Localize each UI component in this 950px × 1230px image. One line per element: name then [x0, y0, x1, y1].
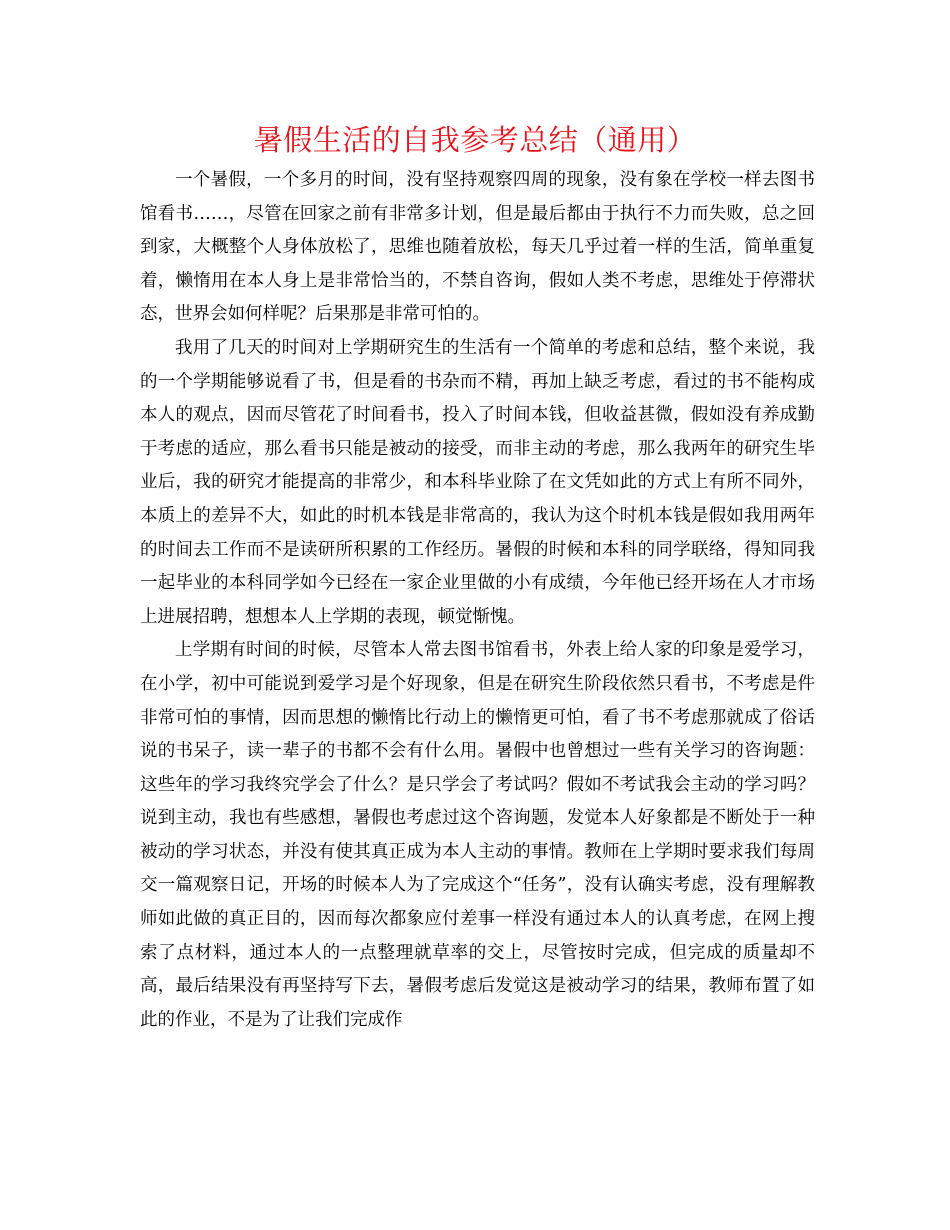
- paragraph: 上学期有时间的时候，尽管本人常去图书馆看书，外表上给人家的印象是爱学习，在小学，初中可能说到爱学习是个好现象，但是在研究生阶段依然只看书，不考虑是件非常可怕的事情，因而思想的懒惰比行动上的懒惰更可怕，看了书不考虑那就成了俗话说的书呆子，读一辈子的书都不会有什么用。暑假中也曾想过一些有关学习的咨询题：这些年的学习我终究学会了什么？是只学会了考试吗？假如不考试我会主动的学习吗？说到主动，我也有些感想，暑假也考虑过这个咨询题，发觉本人好象都是不断处于一种被动的学习状态，并没有使其真正成为本人主动的事情。教师在上学期时要求我们每周交一篇观察日记，开场的时候本人为了完成这个“任务”，没有认确实考虑，没有理解教师如此做的真正目的，因而每次都象应付差事一样没有通过本人的认真考虑，在网上搜索了点材料，通过本人的一点整理就草率的交上，尽管按时完成，但完成的质量却不高，最后结果没有再坚持写下去，暑假考虑后发觉这是被动学习的结果，教师布置了如此的作业，不是为了让我们完成作: [140, 640, 815, 1030]
- paragraph: 我用了几天的时间对上学期研究生的生活有一个简单的考虑和总结，整个来说，我的一个学期能够说看了书，但是看的书杂而不精，再加上缺乏考虑，看过的书不能构成本人的观点，因而尽管花了时间看书，投入了时间本钱，但收益甚微，假如没有养成勤于考虑的适应，那么看书只能是被动的接受，而非主动的考虑，那么我两年的研究生毕业后，我的研究才能提高的非常少，和本科毕业除了在文凭如此的方式上有所不同外，本质上的差异不大，如此的时机本钱是非常高的，我认为这个时机本钱是假如我用两年的时间去工作而不是读研所积累的工作经历。暑假的时候和本科的同学联络，得知同我一起毕业的本科同学如今已经在一家企业里做的小有成绩，今年他已经开场在人才市场上进展招聘，想想本人上学期的表现，顿觉惭愧。: [140, 337, 815, 627]
- document-body: [140, 164, 815, 1037]
- document-title: 暑假生活的自我参考总结（通用）: [253, 123, 697, 157]
- paragraph: 一个暑假，一个多月的时间，没有坚持观察四周的现象，没有象在学校一样去图书馆看书……，尽管在回家之前有非常多计划，但是最后都由于执行不力而失败，总之回到家，大概整个人身体放松了，思维也随着放松，每天几乎过着一样的生活，简单重复着，懒惰用在本人身上是非常恰当的，不禁自咨询，假如人类不考虑，思维处于停滞状态，世界会如何样呢？后果那是非常可怕的。: [140, 170, 815, 325]
